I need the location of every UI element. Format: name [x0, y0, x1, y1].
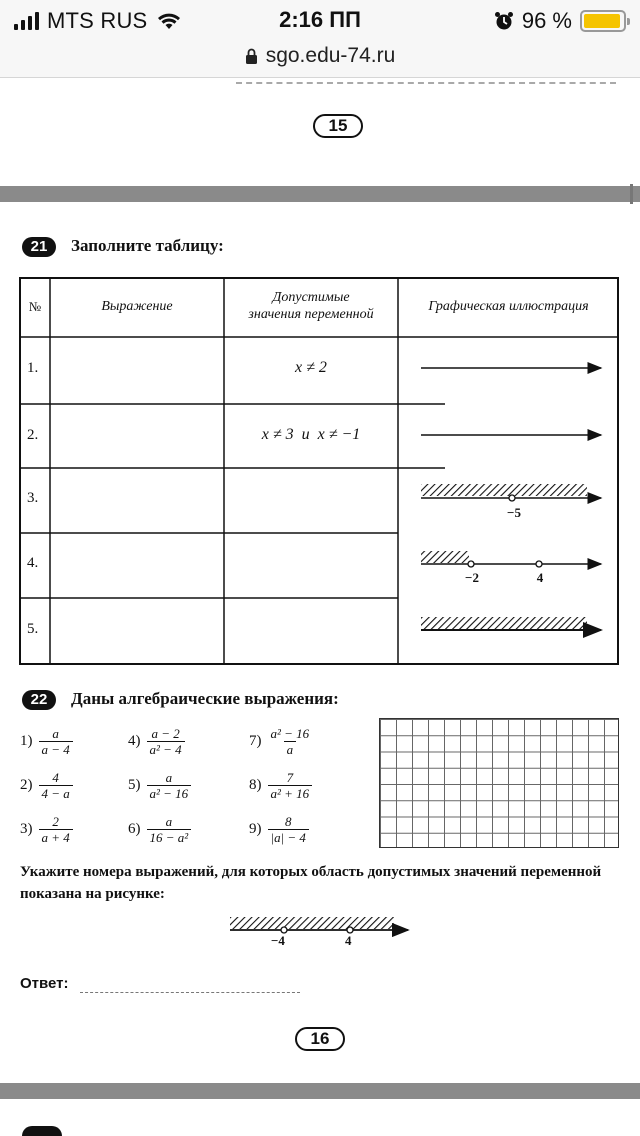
page-number-badge: 15 — [313, 114, 363, 138]
domain-number-line — [228, 912, 418, 952]
open-point-4b — [536, 561, 542, 567]
row-number: 1. — [27, 360, 39, 376]
task-instruction: Укажите номера выражений, для которых область допустимых значений переменной показана на рисунке: — [20, 864, 602, 902]
row-number: 4. — [27, 555, 39, 571]
battery-level — [584, 14, 620, 28]
page-separator — [0, 186, 640, 202]
expression-item: 3) $\frac{2}{a + 4}$ — [20, 814, 73, 845]
expression-item: 9) $\frac{8}{|a| - 4}$ — [249, 814, 309, 845]
expression-item: 6) $\frac{a}{\text{16 − a²}}$ — [128, 814, 191, 845]
hatched-ray-3 — [421, 484, 587, 496]
address-bar[interactable] — [0, 42, 640, 78]
alarm-icon — [494, 11, 514, 31]
open-point-3 — [509, 495, 515, 501]
axis-label: −2 — [465, 570, 479, 585]
expression-item: 4) $\frac{a - 2}{\text{a² − 4}}$ — [128, 726, 185, 757]
row-number: 3. — [27, 490, 39, 506]
answer-grid — [379, 718, 619, 848]
row-number: 5. — [27, 621, 39, 637]
axis-label: 4 — [345, 933, 352, 948]
lock-icon — [245, 48, 258, 65]
answer-label: Ответ: — [20, 975, 69, 992]
battery-icon — [580, 10, 626, 32]
header-num: № — [28, 299, 42, 314]
expression-item: 1) $\frac{a}{a - 4}$ — [20, 726, 73, 757]
task-number-badge: 22 — [22, 690, 56, 710]
expression-item: 2) $\frac{4}{4 - a}$ — [20, 770, 73, 801]
values-table — [19, 277, 619, 665]
hatched-ray-4 — [421, 551, 469, 563]
carrier-name: MTS RUS — [47, 8, 148, 33]
header-values-line1: Допустимые — [272, 290, 350, 305]
expression-item: 7) $\frac{\text{a² − 16}}{a}$ — [249, 726, 310, 757]
battery-percent: 96 % — [521, 8, 572, 33]
hatched-ray-5 — [421, 617, 587, 629]
page-number-badge: 16 — [295, 1027, 345, 1051]
table-grid — [19, 277, 619, 665]
task-number-badge: 21 — [22, 237, 56, 257]
clock-time: 2:16 ПП — [279, 7, 361, 32]
next-task-badge — [22, 1126, 62, 1136]
scrollbar[interactable] — [630, 184, 633, 204]
row-number: 2. — [27, 427, 39, 443]
page-cut-line — [236, 82, 616, 84]
status-bar — [0, 0, 640, 42]
axis-label: −5 — [507, 505, 521, 520]
task-title: Заполните таблицу: — [71, 236, 224, 255]
url-text[interactable]: sgo.edu-74.ru — [265, 44, 396, 67]
page-separator — [0, 1083, 640, 1099]
header-values-line2: значения переменной — [248, 307, 374, 322]
axis-label: 4 — [536, 570, 544, 585]
axis-label: −4 — [271, 933, 285, 948]
header-expression: Выражение — [101, 299, 173, 314]
values-cell: x ≠ 3 и x ≠ −1 — [261, 426, 361, 443]
header-graph: Графическая иллюстрация — [428, 299, 589, 314]
expression-item: 5) $\frac{a}{\text{a² − 16}}$ — [128, 770, 191, 801]
expression-item: 8) $\frac{7}{\text{a² + 16}}$ — [249, 770, 312, 801]
task-title: Даны алгебраические выражения: — [71, 689, 339, 708]
values-cell: x ≠ 2 — [295, 359, 327, 376]
open-point-4a — [468, 561, 474, 567]
answer-line — [80, 992, 300, 993]
